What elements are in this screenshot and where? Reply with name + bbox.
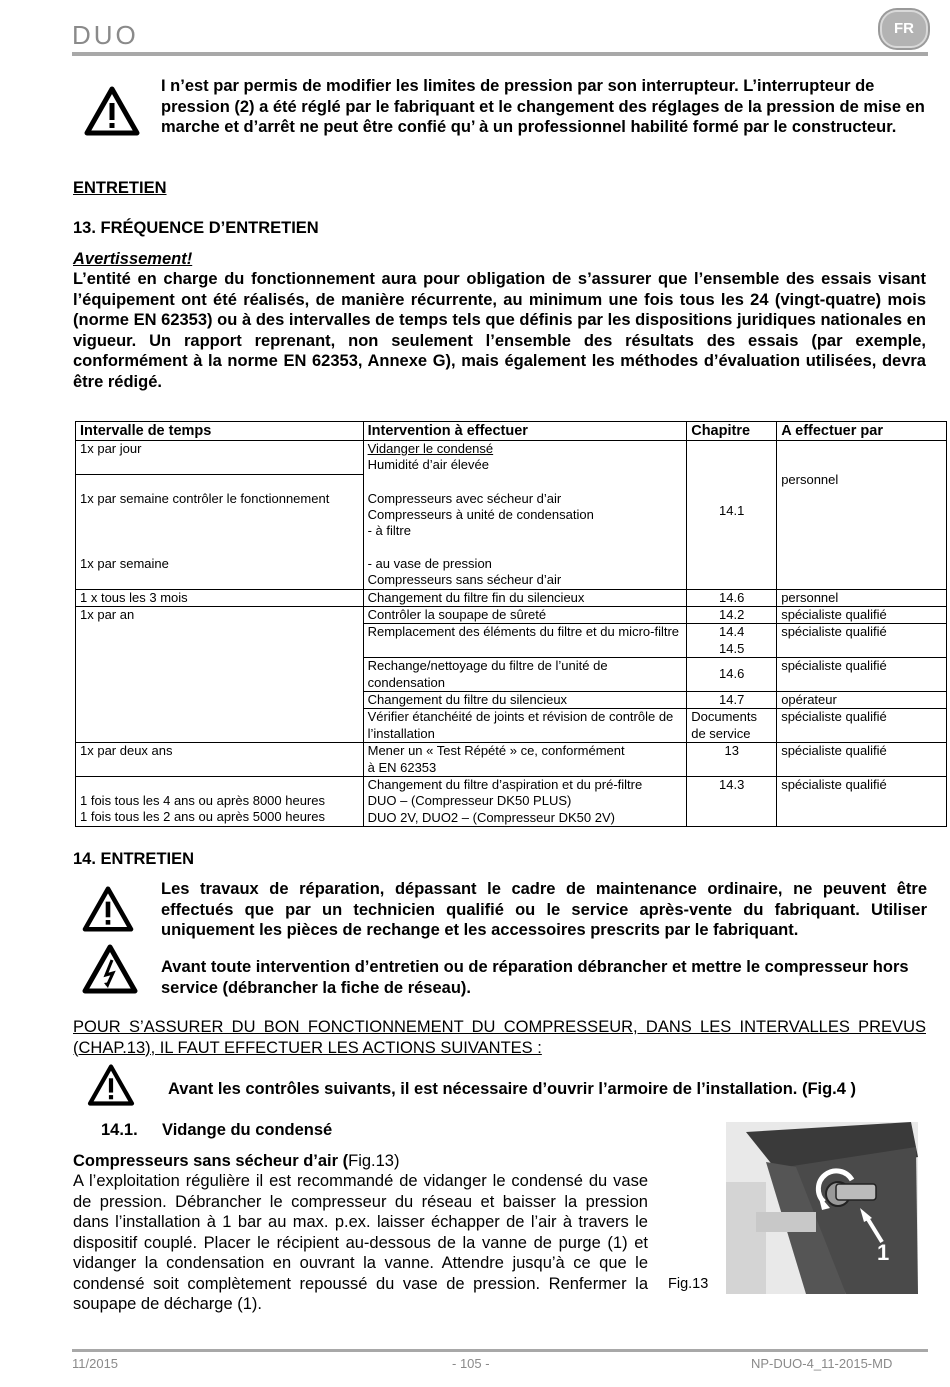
chapter-cell: 13 xyxy=(687,743,777,777)
warning-text: L’entité en charge du fonctionnement aura pour obligation de s’assurer que l’ensemble des essais visant l’équipement ont été réalisés, de manière récurrente, au minimum une fois tous les 24 (vingt-quatre) mois (norme EN 62353) ou à des intervalles de temps tels que définis par les dispositions juridiques nationales en vigueur. Un rapport reprenant, non seulement l’ensemble des résultats des essais (par exemple, conformément à la norme EN 62353, Annexe G), mais également les méthodes d’évaluation utilisées, devra être rédigé. xyxy=(73,270,926,391)
intervention-line: Mener un « Test Répété » ce, conformément xyxy=(367,743,625,759)
chapter-cell xyxy=(687,624,777,658)
column-header: Intervalle de temps xyxy=(76,422,364,441)
intervention-cell: Vérifier étanchéité de joints et révision de contrôle de l’installation xyxy=(363,709,687,743)
intervention-cell xyxy=(363,540,687,589)
column-header: Intervention à effectuer xyxy=(363,422,687,441)
intervention-cell: Contrôler la soupape de sûreté xyxy=(363,606,687,623)
intervention-line: DUO 2V, DUO2 – (Compresseur DK50 2V) xyxy=(367,809,615,825)
page-number: - 105 - xyxy=(452,1356,490,1371)
performer-cell: personnel xyxy=(777,589,947,606)
section-14-heading: 14. ENTRETIEN xyxy=(73,850,195,868)
subsection-title: Vidange du condensé xyxy=(162,1121,333,1139)
performer-cell: spécialiste qualifié xyxy=(777,743,947,777)
interval-cell xyxy=(76,475,364,540)
table-row xyxy=(76,606,947,623)
intervention-line: - au vase de pression xyxy=(367,555,492,571)
figure-reference: Fig.13) xyxy=(348,1152,400,1170)
intervention-line: - à filtre xyxy=(367,523,411,539)
intervention-line: Humidité d’air élevée xyxy=(367,457,490,473)
warning-pressure-switch: I n’est par permis de modifier les limites de pression par son interrupteur. L’interrupteur de pression (2) a été réglé par le fabriquant et le changement des réglages de la pression de mise en marche et d’arrêt ne peut être confié qu’ à un professionnel habilité formé par le constructeur. xyxy=(161,77,925,136)
compressor-heading xyxy=(73,1151,399,1172)
chapter-value: 14.5 xyxy=(719,640,745,656)
interval-value: 1x par semaine xyxy=(80,555,169,571)
chapter-cell: 14.2 xyxy=(687,606,777,623)
interval-cell xyxy=(76,540,364,589)
chapter-value: 14.4 xyxy=(719,624,745,640)
interval-value: 1x par semaine contrôler le fonctionnement xyxy=(80,491,330,506)
intervention-line: Vidanger le condensé xyxy=(367,441,494,456)
chapter-cell: 14.3 xyxy=(687,777,777,827)
intervention-line: Compresseurs à unité de condensation xyxy=(367,506,594,522)
subsection-number: 14.1. xyxy=(101,1121,138,1139)
drain-valve-illustration xyxy=(726,1122,918,1294)
intervention-cell: Changement du filtre fin du silencieux xyxy=(363,589,687,606)
footer-divider xyxy=(72,1349,928,1352)
column-header: Chapitre xyxy=(687,422,777,441)
chapter-value: 14.1 xyxy=(719,502,745,518)
section-13-heading: 13. FRÉQUENCE D’ENTRETIEN xyxy=(73,219,319,237)
figure-13-image xyxy=(726,1122,918,1294)
intervention-line: Changement du filtre d’aspiration et du pré-filtre xyxy=(367,777,643,792)
performer-cell xyxy=(777,441,947,590)
intervention-cell xyxy=(363,475,687,540)
intervention-line: Compresseurs sans sécheur d’air xyxy=(367,572,562,588)
chapter-cell: 14.7 xyxy=(687,691,777,708)
interval-cell: 1x par jour xyxy=(76,441,364,475)
header-divider xyxy=(72,52,928,56)
intervention-line: à EN 62353 xyxy=(367,759,437,775)
intervention-cell xyxy=(363,441,687,475)
interval-value: 1 fois tous les 4 ans ou après 8000 heures xyxy=(80,793,325,808)
warning-label: Avertissement! xyxy=(73,250,193,268)
figure-callout-label: 1 xyxy=(877,1240,890,1265)
figure-caption: Fig.13 xyxy=(668,1276,709,1292)
interval-cell xyxy=(76,777,364,827)
chapter-cell: Documents de service xyxy=(687,709,777,743)
interval-cell: 1x par an xyxy=(76,606,364,742)
electric-hazard-icon xyxy=(82,944,138,994)
document-reference: NP-DUO-4_11-2015-MD xyxy=(751,1356,893,1371)
language-badge: FR xyxy=(880,10,928,48)
document-title: DUO xyxy=(72,20,139,50)
maintenance-notice: POUR S’ASSURER DU BON FONCTIONNEMENT DU COMPRESSEUR, DANS LES INTERVALLES PREVUS (CHAP.13), IL FAUT EFFECTUER LES ACTIONS SUIVANTES : xyxy=(73,1018,926,1057)
intervention-cell: Remplacement des éléments du filtre et du micro-filtre xyxy=(363,624,687,658)
chapter-cell: 14.6 xyxy=(687,658,777,692)
warning-open-cabinet: Avant les contrôles suivants, il est nécessaire d’ouvrir l’armoire de l’installation. (Fig.4 ) xyxy=(168,1080,857,1098)
performer-cell: opérateur xyxy=(777,691,947,708)
performer-cell: spécialiste qualifié xyxy=(777,658,947,692)
condensate-instructions: A l’exploitation régulière il est recommandé de vidanger le condensé du vase de pression. Débrancher le compresseur du réseau et baisser la pression dans l’installation à 1 bar au max. p.ex. laisser échapper de l’air à travers le dispositif couplé. Placer le récipient au-dessous de la vanne de purge (1) et vidanger la condensation en ouvrant la vanne. Attendre jusqu’à ce que le condensé soit complètement repoussé du vase de pression. Renfermer la soupape de décharge (1). xyxy=(73,1172,648,1313)
intervention-line: DUO – (Compresseur DK50 PLUS) xyxy=(367,793,572,809)
maintenance-interval-table xyxy=(75,421,947,827)
intervention-cell xyxy=(363,777,687,827)
chapter-cell xyxy=(687,441,777,590)
interval-cell: 1x par deux ans xyxy=(76,743,364,777)
intervention-line: Compresseurs avec sécheur d’air xyxy=(367,490,562,506)
performer-cell: spécialiste qualifié xyxy=(777,777,947,827)
warning-icon xyxy=(84,86,140,136)
interval-cell: 1 x tous les 3 mois xyxy=(76,589,364,606)
warning-disconnect: Avant toute intervention d’entretien ou de réparation débrancher et mettre le compresseur hors service (débrancher la fiche de réseau). xyxy=(161,958,909,997)
footer-date: 11/2015 xyxy=(72,1356,119,1371)
warning-qualified-repair: Les travaux de réparation, dépassant le cadre de maintenance ordinaire, ne peuvent être effectués que par un technicien qualifié ou le service après-vente du fabriquant. Utiliser uniquement les pièces de rechange et les accessoires prescrits par le fabriquant. xyxy=(161,880,927,939)
performer-value: personnel xyxy=(781,472,839,487)
table-row xyxy=(76,589,947,606)
compressor-heading-text: Compresseurs sans sécheur d’air ( xyxy=(73,1152,349,1170)
warning-icon xyxy=(87,1064,135,1106)
chapter-cell: 14.6 xyxy=(687,589,777,606)
intervention-cell: Changement du filtre du silencieux xyxy=(363,691,687,708)
intervention-cell: Rechange/nettoyage du filtre de l’unité de condensation xyxy=(363,658,687,692)
intervention-cell xyxy=(363,743,687,777)
table-row xyxy=(76,441,947,475)
section-entretien-heading: ENTRETIEN xyxy=(73,179,167,197)
performer-cell: spécialiste qualifié xyxy=(777,606,947,623)
interval-value: 1 fois tous les 2 ans ou après 5000 heures xyxy=(80,809,325,825)
table-header-row xyxy=(76,422,947,441)
performer-cell: spécialiste qualifié xyxy=(777,624,947,658)
column-header: A effectuer par xyxy=(777,422,947,441)
performer-cell: spécialiste qualifié xyxy=(777,709,947,743)
table-row xyxy=(76,777,947,827)
table-row xyxy=(76,743,947,777)
warning-icon xyxy=(82,886,134,932)
